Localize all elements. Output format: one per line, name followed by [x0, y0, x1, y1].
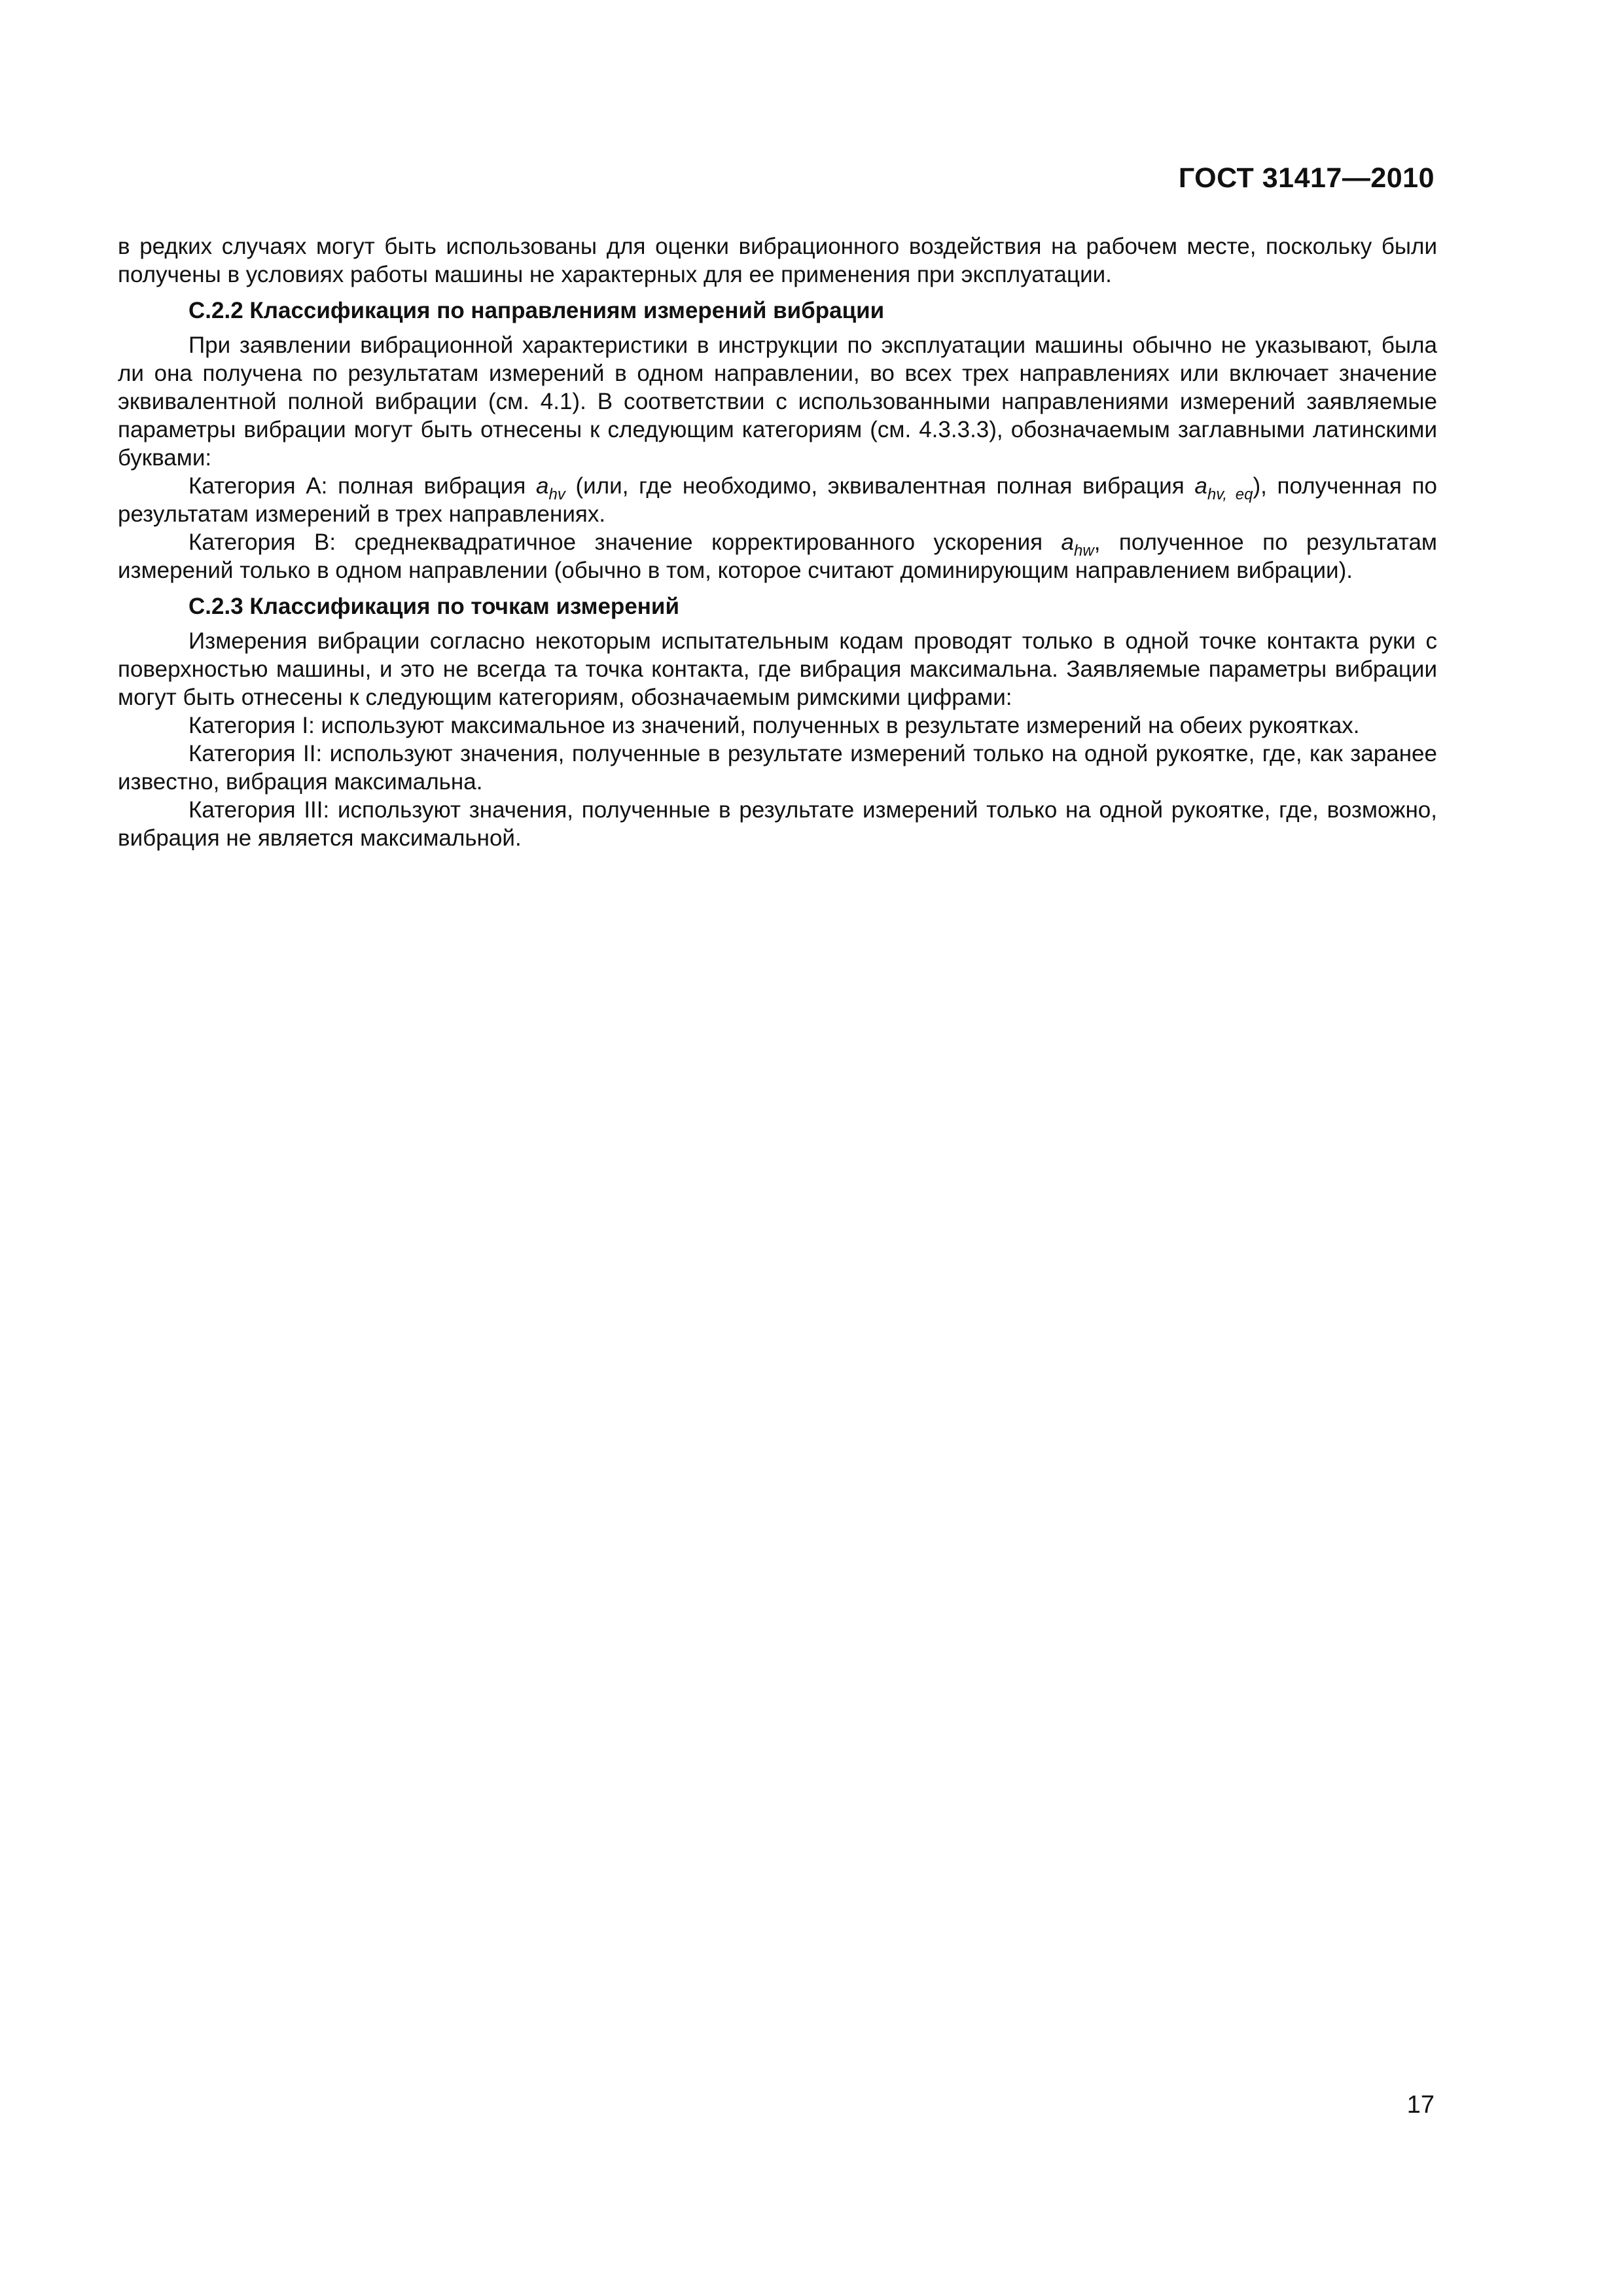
category-1-paragraph: Категория I: используют максимальное из значений, полученных в результате измерений на обеих рукоятках.: [188, 713, 1360, 738]
category-b-text-2: , полученное по результатам измерений только в одном направлении (обычно в том, которое считают доминирующим направлением вибрации).: [118, 529, 1437, 583]
page-number: 17: [1406, 2091, 1435, 2119]
subscript-hv: hv: [548, 486, 565, 503]
section-c22-heading: С.2.2 Классификация по направлениям измерений вибрации: [188, 298, 885, 323]
document-id-header: ГОСТ 31417—2010: [1178, 162, 1435, 194]
category-a-paragraph: [118, 472, 1437, 528]
section-c23-paragraph: Измерения вибрации согласно некоторым испытательным кодам проводят только в одной точке контакта руки с поверхностью машины, и это не всегда та точка контакта, где вибрация максимальна. Заявляемые параметры вибрации могут быть отнесены к следующим категориям, обозначаемым римскими цифрами:: [118, 628, 1437, 710]
section-c22-paragraph: При заявлении вибрационной характеристики в инструкции по эксплуатации машины обычно не указывают, была ли она получена по результатам измерений в одном направлении, во всех трех направлениях или включает значение эквивалентной полной вибрации (см. 4.1). В соответствии с использованными направлениями измерений заявляемые параметры вибрации могут быть отнесены к следующим категориям (см. 4.3.3.3), обозначаемым заглавными латинскими буквами:: [118, 332, 1437, 471]
category-2-paragraph: Категория II: используют значения, полученные в результате измерений только на одной рукоятке, где, как заранее известно, вибрация максимальна.: [118, 741, 1437, 795]
category-a-text-2: (или, где необходимо, эквивалентная полная вибрация: [565, 473, 1195, 499]
category-b-paragraph: [118, 528, 1437, 584]
category-3-paragraph: Категория III: используют значения, полученные в результате измерений только на одной рукоятке, где, возможно, вибрация не является максимальной.: [118, 797, 1437, 851]
category-a-text-3: ), полученная по результатам измерений в трех направлениях.: [118, 473, 1437, 527]
symbol-a-hv-eq: a: [1194, 473, 1207, 499]
section-c23-heading: С.2.3 Классификация по точкам измерений: [188, 594, 679, 619]
subscript-hv-eq: hv, eq: [1207, 486, 1253, 503]
subscript-hw: hw: [1074, 542, 1094, 560]
page-content: [118, 232, 1437, 852]
category-b-text-1: Категория В: среднеквадратичное значение корректированного ускорения: [188, 529, 1061, 555]
symbol-a-hw: a: [1061, 529, 1075, 555]
category-a-text-1: Категория А: полная вибрация: [188, 473, 536, 499]
symbol-a-hv: a: [536, 473, 549, 499]
intro-paragraph: в редких случаях могут быть использованы для оценки вибрационного воздействия на рабочем месте, поскольку были получены в условиях работы машины не характерных для ее применения при эксплуатации.: [118, 234, 1437, 287]
